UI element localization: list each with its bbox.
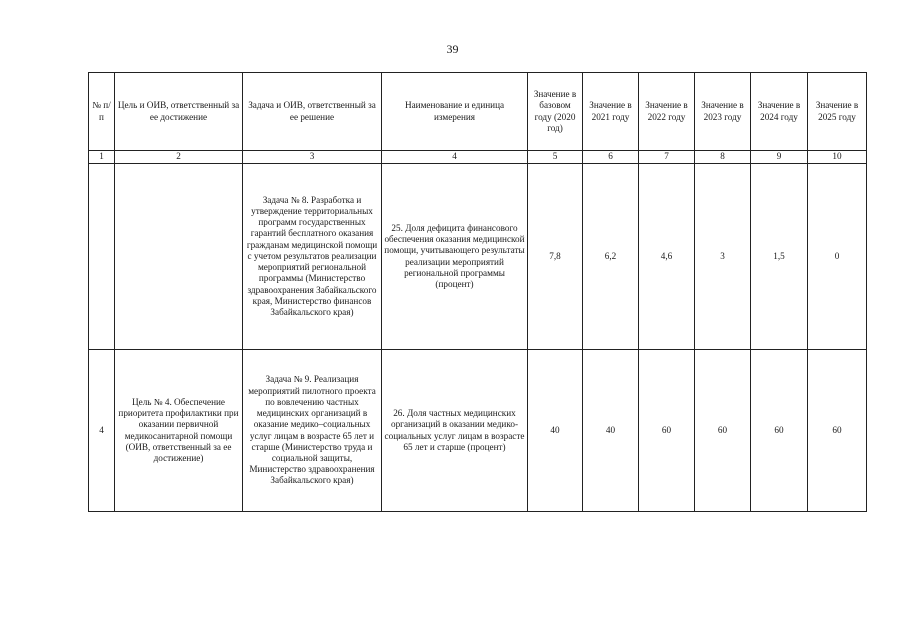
value-cell: 60 xyxy=(751,350,808,512)
header-cell: Задача и ОИВ, ответственный за ее решение xyxy=(243,73,382,151)
column-number: 2 xyxy=(115,151,243,164)
table-header-row xyxy=(89,73,867,151)
column-number: 5 xyxy=(528,151,583,164)
goal-cell xyxy=(115,164,243,350)
row-number: 4 xyxy=(89,350,115,512)
header-cell: Значение в базовом году (2020 год) xyxy=(528,73,583,151)
column-number: 10 xyxy=(808,151,867,164)
column-number: 8 xyxy=(695,151,751,164)
column-number: 9 xyxy=(751,151,808,164)
indicator-cell: 26. Доля частных медицинских организаций в оказании медико-социальных услуг лицам в возрасте 65 лет и старше (процент) xyxy=(382,350,528,512)
value-cell: 0 xyxy=(808,164,867,350)
column-number: 3 xyxy=(243,151,382,164)
task-cell: Задача № 8. Разработка и утверждение территориальных программ государственных гарантий бесплатного оказания гражданам медицинской помощи с учетом результатов реализации мероприятий региональной программы (Министерство здравоохранения Забайкальского края, Министерство финансов Забайкальского края) xyxy=(243,164,382,350)
column-number: 7 xyxy=(639,151,695,164)
value-cell: 60 xyxy=(808,350,867,512)
value-cell: 6,2 xyxy=(583,164,639,350)
header-cell: Значение в 2025 году xyxy=(808,73,867,151)
header-cell: Значение в 2023 году xyxy=(695,73,751,151)
header-cell: Значение в 2024 году xyxy=(751,73,808,151)
task-cell: Задача № 9. Реализация мероприятий пилотного проекта по вовлечению частных медицинских организаций в оказание медико–социальных услуг лицам в возрасте 65 лет и старше (Министерство труда и социальной защиты, Министерство здравоохранения Забайкальского края) xyxy=(243,350,382,512)
column-number: 4 xyxy=(382,151,528,164)
value-cell: 60 xyxy=(639,350,695,512)
table-row xyxy=(89,164,867,350)
value-cell: 7,8 xyxy=(528,164,583,350)
value-cell: 4,6 xyxy=(639,164,695,350)
page-number: 39 xyxy=(446,42,459,56)
value-cell: 40 xyxy=(583,350,639,512)
table-row xyxy=(89,350,867,512)
header-cell: Наименование и единица измерения xyxy=(382,73,528,151)
column-number-row xyxy=(89,151,867,164)
value-cell: 1,5 xyxy=(751,164,808,350)
header-cell: № п/п xyxy=(89,73,115,151)
column-number: 6 xyxy=(583,151,639,164)
value-cell: 60 xyxy=(695,350,751,512)
indicator-cell: 25. Доля дефицита финансового обеспечения оказания медицинской помощи, учитывающего результаты реализации мероприятий региональной программы (процент) xyxy=(382,164,528,350)
row-number xyxy=(89,164,115,350)
goal-cell: Цель № 4. Обеспечение приоритета профилактики при оказании первичной медикосанитарной помощи (ОИВ, ответственный за ее достижение) xyxy=(115,350,243,512)
header-cell: Значение в 2021 году xyxy=(583,73,639,151)
header-cell: Значение в 2022 году xyxy=(639,73,695,151)
header-cell: Цель и ОИВ, ответственный за ее достижение xyxy=(115,73,243,151)
value-cell: 3 xyxy=(695,164,751,350)
value-cell: 40 xyxy=(528,350,583,512)
column-number: 1 xyxy=(89,151,115,164)
indicators-table xyxy=(88,72,867,512)
